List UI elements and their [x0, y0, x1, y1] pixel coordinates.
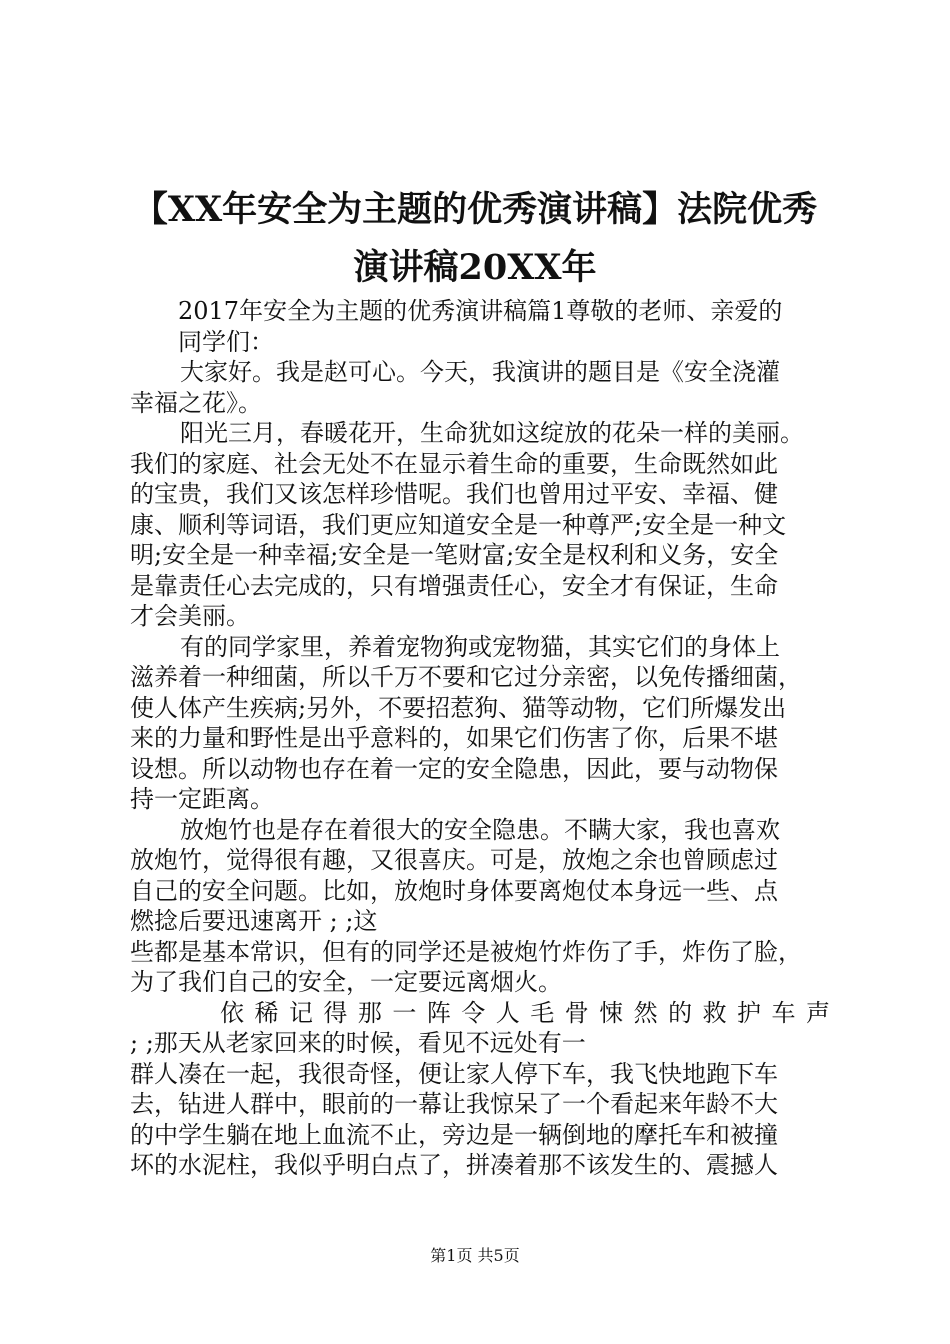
body-line: 有的同学家里，养着宠物狗或宠物猫，其实它们的身体上: [180, 632, 780, 661]
body-line: 燃捻后要迅速离开 ; ;这: [130, 907, 378, 935]
body-line: 自己的安全问题。比如，放炮时身体要离炮仗本身远一些、点: [130, 876, 778, 905]
body-line: 放炮竹，觉得很有趣，又很喜庆。可是，放炮之余也曾顾虑过: [130, 846, 778, 874]
body-line: 明;安全是一种幸福;安全是一笔财富;安全是权利和义务，安全: [130, 541, 779, 569]
body-line: 的宝贵，我们又该怎样珍惜呢。我们也曾用过平安、幸福、健: [130, 480, 778, 508]
body-line: 放炮竹也是存在着很大的安全隐患。不瞒大家，我也喜欢: [180, 815, 780, 844]
body-line: 去，钻进人群中，眼前的一幕让我惊呆了一个看起来年龄不大: [130, 1090, 778, 1118]
body-line: 滋养着一种细菌，所以千万不要和它过分亲密，以免传播细菌，: [130, 663, 802, 691]
body-line: 同学们：: [178, 327, 274, 356]
body-line: 使人体产生疾病;另外，不要招惹狗、猫等动物，它们所爆发出: [130, 693, 787, 722]
body-line: 幸福之花》。: [130, 388, 262, 417]
document-body: [130, 296, 830, 1181]
body-line: 坏的水泥柱，我似乎明白点了，拼凑着那不该发生的、震撼人: [130, 1151, 778, 1179]
body-line: 阳光三月，春暖花开，生命犹如这绽放的花朵一样的美丽。: [180, 419, 804, 447]
body-line: 是靠责任心去完成的，只有增强责任心，安全才有保证，生命: [130, 571, 778, 600]
body-line: 些都是基本常识，但有的同学还是被炮竹炸伤了手，炸伤了脸，: [130, 937, 802, 966]
page-footer: 第1页 共5页: [430, 1246, 520, 1265]
body-line: 大家好。我是赵可心。今天，我演讲的题目是《安全浇灌: [180, 358, 780, 386]
body-line: ; ;那天从老家回来的时候，看见不远处有一: [130, 1029, 586, 1057]
body-line: 依稀记得那一阵令人毛骨悚然的救护车声: [220, 998, 830, 1027]
document-title-line-2: 演讲稿20XX年: [353, 247, 597, 288]
body-line: 为了我们自己的安全，一定要远离烟火。: [130, 968, 562, 996]
body-line: 我们的家庭、社会无处不在显示着生命的重要，生命既然如此: [130, 449, 778, 478]
body-line: 设想。所以动物也存在着一定的安全隐患，因此，要与动物保: [130, 754, 778, 783]
body-line: 才会美丽。: [130, 602, 250, 630]
body-line: 群人凑在一起，我很奇怪，便让家人停下车，我飞快地跑下车: [130, 1059, 778, 1088]
body-line: 的中学生躺在地上血流不止，旁边是一辆倒地的摩托车和被撞: [130, 1120, 778, 1149]
body-line: 持一定距离。: [130, 785, 274, 813]
body-line: 康、顺利等词语，我们更应知道安全是一种尊严;安全是一种文: [130, 510, 787, 539]
body-line: 来的力量和野性是出乎意料的，如果它们伤害了你，后果不堪: [130, 724, 778, 752]
document-title-line-1: 【XX年安全为主题的优秀演讲稿】法院优秀: [132, 189, 818, 230]
body-line: 2017年安全为主题的优秀演讲稿篇1尊敬的老师、亲爱的: [178, 297, 783, 325]
